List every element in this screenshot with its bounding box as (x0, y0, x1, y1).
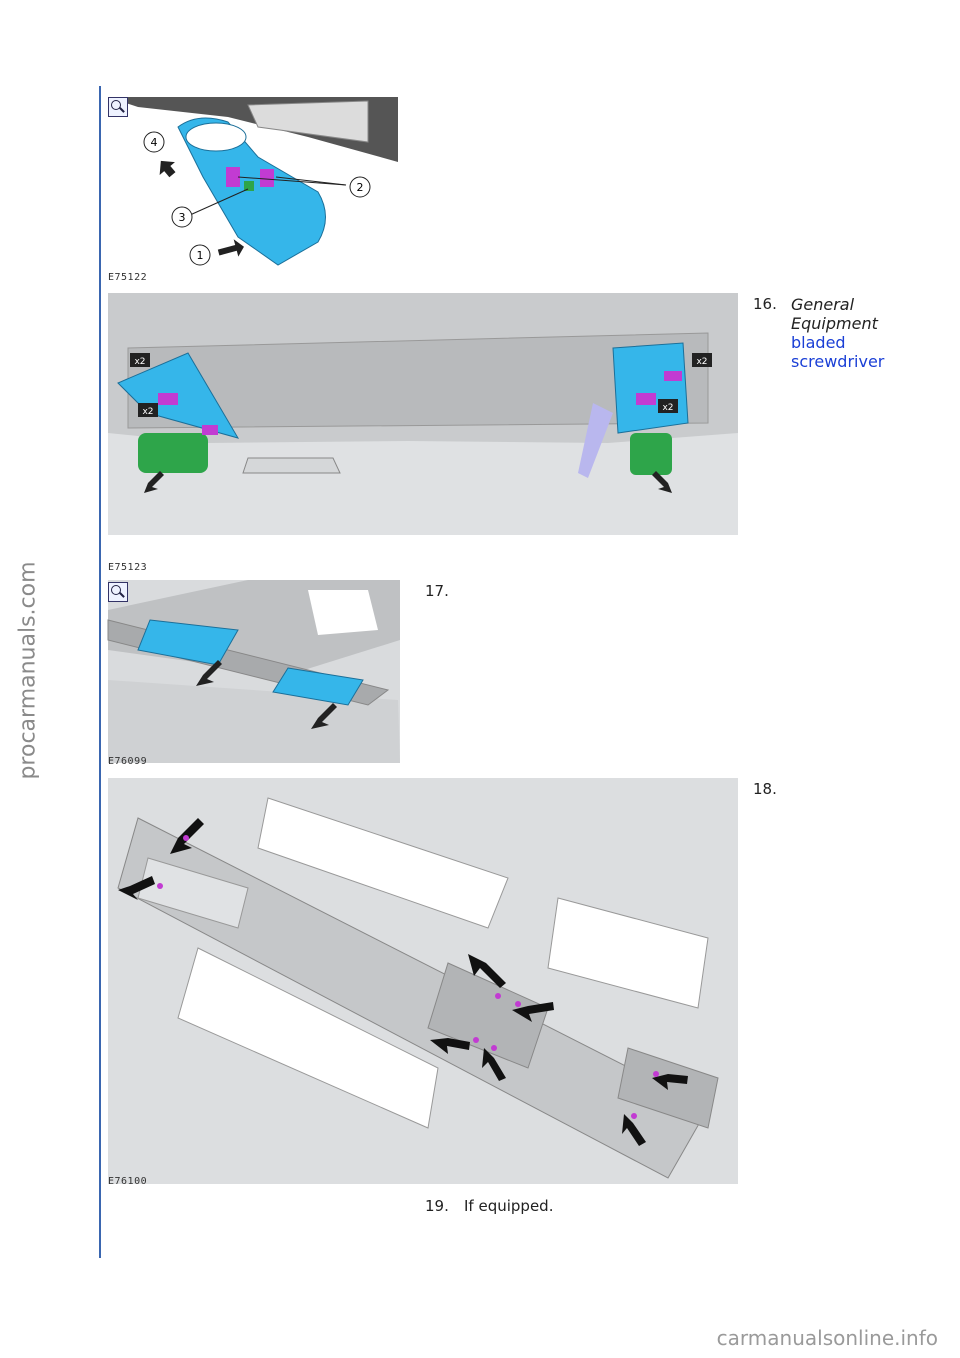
step-19-number: 19. (425, 1197, 449, 1215)
figure-code: E76100 (108, 1176, 148, 1187)
watermark-text: procarmanuals.com (15, 560, 41, 780)
zoom-icon[interactable] (108, 97, 128, 117)
step-16-link-screwdriver[interactable]: screwdriver (791, 352, 885, 371)
figure-e76100 (108, 778, 738, 1184)
step-16-line1: General (791, 295, 855, 314)
side-watermark (8, 560, 48, 780)
figure-code: E75123 (108, 562, 148, 573)
figure-code: E76099 (108, 756, 148, 767)
step-16-line2: Equipment (791, 314, 878, 333)
callout-x2-left (138, 403, 158, 417)
callout-x2-label: x2 (662, 403, 674, 413)
figure-e76100-drawing (108, 778, 738, 1184)
callout-1-label: 1 (196, 249, 204, 262)
figure-e75122 (108, 97, 398, 269)
zoom-icon[interactable] (108, 582, 128, 602)
callout-x2-top-right (692, 353, 712, 367)
callout-x2-label: x2 (142, 407, 154, 417)
callout-x2-label: x2 (134, 357, 146, 367)
callout-3-label: 3 (178, 211, 186, 224)
figure-e76099-drawing (108, 580, 400, 763)
step-16-number: 16. (753, 295, 777, 313)
callout-x2-label: x2 (696, 357, 708, 367)
step-18-number: 18. (753, 780, 777, 798)
callout-x2-right (658, 399, 678, 413)
step-16-link-bladed[interactable]: bladed (791, 333, 846, 352)
callout-4-label: 4 (150, 136, 158, 149)
figure-e75123 (108, 293, 738, 535)
footer-watermark: carmanualsonline.info (716, 1326, 938, 1350)
figure-code: E75122 (108, 272, 148, 283)
step-17-number: 17. (425, 582, 449, 600)
figure-e76099 (108, 580, 400, 763)
callout-2-label: 2 (356, 181, 364, 194)
margin-line (99, 86, 101, 1258)
callout-x2-top-left (130, 353, 150, 367)
step-19-text: If equipped. (464, 1197, 554, 1215)
